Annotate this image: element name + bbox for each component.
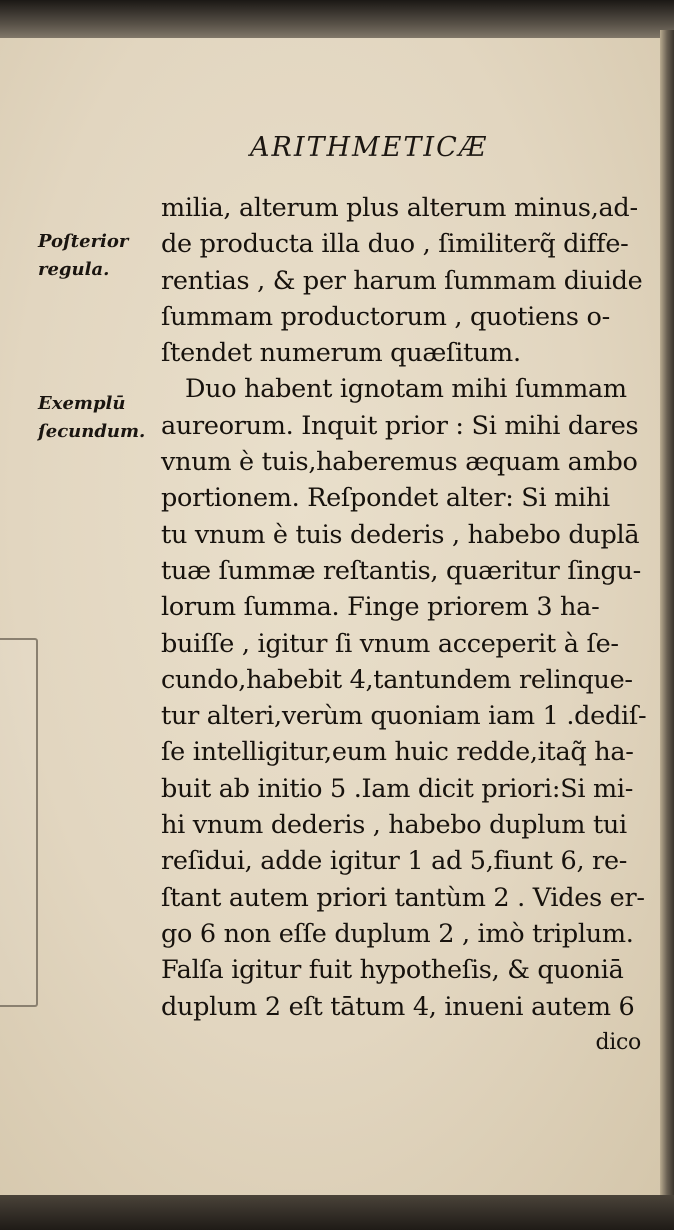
left-page-tab xyxy=(0,638,38,1007)
text-line: tu vnum è tuis dederis , habebo duplā xyxy=(161,519,640,550)
margin-note-line: Exemplū xyxy=(38,393,126,414)
text-line: reſidui, adde igitur 1 ad 5,fiunt 6, re- xyxy=(161,846,628,877)
bottom-shadow xyxy=(0,1195,674,1230)
running-head: ARITHMETICÆ xyxy=(250,132,488,163)
text-line: buiſſe , igitur ſi vnum acceperit à ſe- xyxy=(161,628,619,659)
text-line: lorum ſumma. Finge priorem 3 ha- xyxy=(161,592,600,623)
page-edge xyxy=(660,30,674,1205)
text-line: go 6 non eſſe duplum 2 , imò triplum. xyxy=(161,918,634,949)
margin-note-line: regula. xyxy=(38,259,110,280)
text-line: ſummam productorum , quotiens o- xyxy=(161,301,610,332)
margin-note-line: Poſterior xyxy=(38,231,129,252)
text-line: cundo,habebit 4,tantundem relinque- xyxy=(161,664,633,695)
text-line: tur alteri,verùm quoniam iam 1 .dediſ- xyxy=(161,701,647,732)
text-line: ſtant autem priori tantùm 2 . Vides er- xyxy=(161,882,645,913)
text-line: tuæ ſummæ reſtantis, quæritur ſingu- xyxy=(161,555,641,586)
text-line: portionem. Reſpondet alter: Si mihi xyxy=(161,483,610,514)
text-line: aureorum. Inquit prior : Si mihi dares xyxy=(161,410,639,441)
text-line: ſe intelligitur,eum huic redde,itaq̃ ha- xyxy=(161,737,634,768)
margin-note-posterior-regula xyxy=(38,228,163,284)
body-text xyxy=(161,190,661,1061)
top-shadow xyxy=(0,0,674,42)
text-line: rentias , & per harum ſummam diuide xyxy=(161,265,643,296)
text-line: ſtendet numerum quæſitum. xyxy=(161,338,521,369)
text-line: de producta illa duo , ſimiliterq̃ diffe- xyxy=(161,229,629,260)
text-line: hi vnum dederis , habebo duplum tui xyxy=(161,810,627,841)
margin-note-line: ſecundum. xyxy=(38,421,146,442)
catchword: dico xyxy=(595,1029,641,1055)
text-line: duplum 2 eſt tātum 4, inueni autem 6 xyxy=(161,991,635,1022)
margin-note-exemplum-secundum xyxy=(38,390,163,446)
text-line: vnum è tuis,haberemus æquam ambo xyxy=(161,447,638,478)
text-line: Falſa igitur fuit hypotheſis, & quoniā xyxy=(161,955,624,986)
text-line: Duo habent ignotam mihi ſummam xyxy=(185,374,627,405)
text-line: milia, alterum plus alterum minus,ad- xyxy=(161,193,638,223)
text-line: buit ab initio 5 .Iam dicit priori:Si mi- xyxy=(161,773,634,804)
